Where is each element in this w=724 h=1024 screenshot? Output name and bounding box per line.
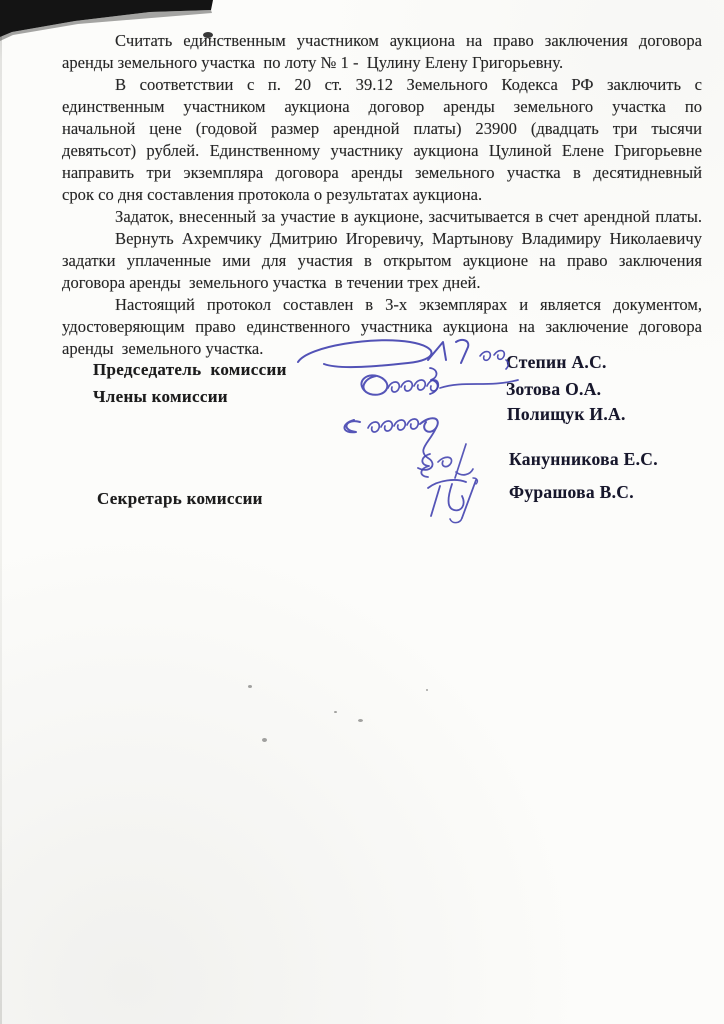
document-body bbox=[62, 30, 702, 360]
scan-speck bbox=[248, 685, 252, 688]
scan-speck bbox=[426, 689, 428, 691]
signature-polishchuk bbox=[344, 418, 437, 470]
body-line: Считать единственным участником аукциона на право заключения договора bbox=[115, 31, 702, 50]
body-line: начальной цене (годовой размер арендной платы) 23900 (двадцать три тысячи bbox=[62, 119, 702, 138]
body-line: Задаток, внесенный за участие в аукционе, засчитывается в счет арендной платы. bbox=[115, 207, 702, 226]
signatures-ink bbox=[280, 330, 550, 540]
scan-speck bbox=[262, 738, 267, 742]
body-line: девятьсот) рублей. Единственному участнику аукциона Цулиной Елене Григорьевне bbox=[62, 141, 702, 160]
chairman-label: Председатель комиссии bbox=[93, 360, 287, 379]
signatory-name-kanunnikova: Канунникова Е.С. bbox=[509, 449, 658, 469]
body-line: единственным участником аукциона договор аренды земельного участка по bbox=[62, 97, 702, 116]
signature-kanunnikova bbox=[421, 444, 477, 484]
secretary-label: Секретарь комиссии bbox=[97, 489, 263, 508]
signature-zotova bbox=[361, 375, 518, 394]
signature-stepin bbox=[298, 340, 508, 394]
body-line: направить три экземпляра договора аренды земельного участка в десятидневный bbox=[62, 163, 702, 182]
body-line: аренды земельного участка. bbox=[62, 339, 264, 358]
scan-edge-shadow bbox=[0, 0, 2, 1024]
signature-furashova bbox=[428, 480, 476, 523]
signatory-name-stepin: Степин А.С. bbox=[506, 352, 607, 372]
body-line: В соответствии с п. 20 ст. 39.12 Земельного Кодекса РФ заключить с bbox=[115, 75, 702, 94]
signatory-name-furashova: Фурашова В.С. bbox=[509, 482, 634, 502]
scan-speck bbox=[334, 711, 337, 713]
scan-speck bbox=[358, 719, 363, 722]
body-line: аренды земельного участка по лоту № 1 - Цулину Елену Григорьевну. bbox=[62, 53, 564, 72]
signatory-name-zotova: Зотова О.А. bbox=[506, 379, 602, 399]
body-line: задатки уплаченные ими для участия в открытом аукционе на право заключения bbox=[62, 251, 702, 270]
members-label: Члены комиссии bbox=[93, 387, 228, 406]
body-line: удостоверяющим право единственного участника аукциона на заключение договора bbox=[62, 317, 702, 336]
body-line: Вернуть Ахремчику Дмитрию Игоревичу, Мартынову Владимиру Николаевичу bbox=[115, 229, 702, 248]
signatory-name-polishchuk: Полищук И.А. bbox=[507, 404, 626, 424]
body-line: договора аренды земельного участка в течении трех дней. bbox=[62, 273, 481, 292]
body-line: Настоящий протокол составлен в 3-х экземплярах и является документом, bbox=[115, 295, 702, 314]
body-line: срок со дня составления протокола о результатах аукциона. bbox=[62, 185, 483, 204]
